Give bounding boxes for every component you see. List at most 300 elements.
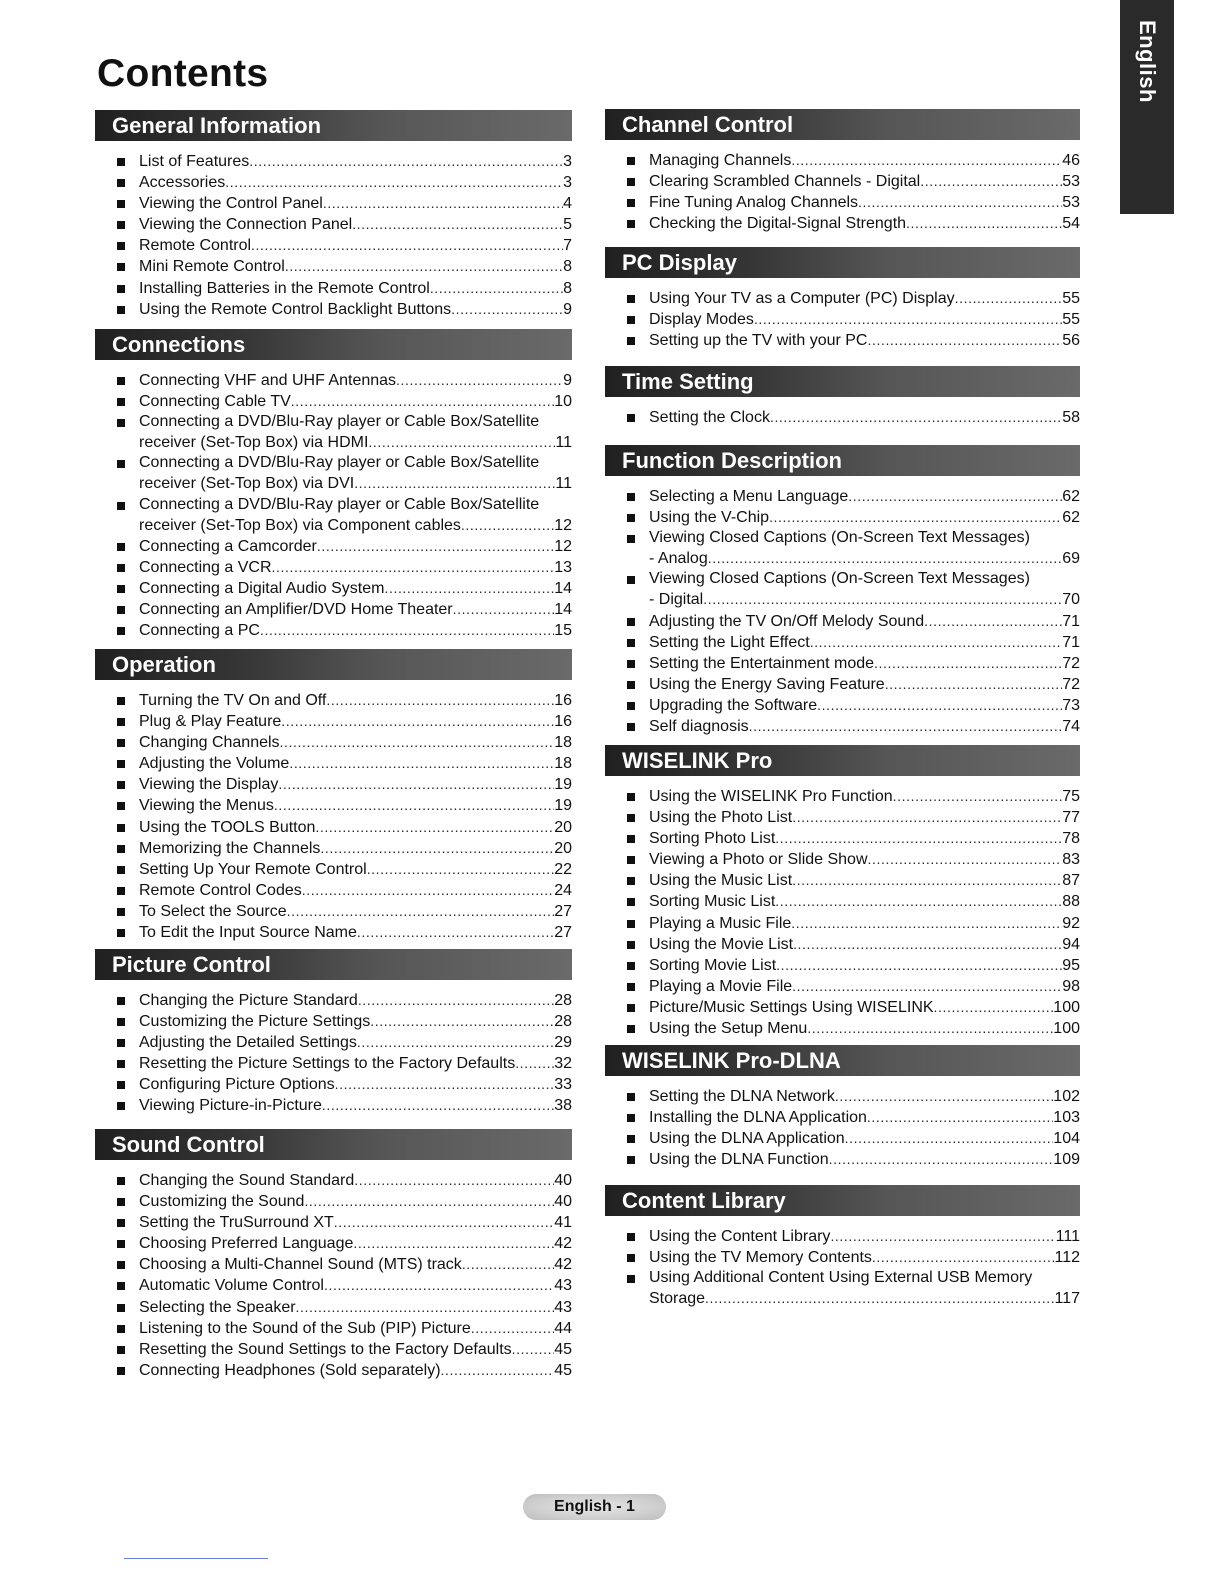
toc-entry-body	[139, 1339, 572, 1360]
toc-entry-line	[139, 1053, 572, 1074]
toc-entry[interactable]	[117, 753, 572, 774]
toc-entry-line	[139, 453, 572, 473]
toc-entry[interactable]	[117, 922, 572, 943]
toc-entry-line	[139, 1170, 572, 1191]
toc-entry-line	[649, 807, 1080, 828]
square-bullet-icon	[117, 1367, 125, 1375]
toc-entry[interactable]	[627, 288, 1080, 309]
toc-entry-line	[139, 774, 572, 795]
toc-entry-body	[649, 913, 1080, 934]
toc-entry-title: Viewing Closed Captions (On-Screen Text Messages)	[649, 529, 1030, 547]
dot-leader	[817, 695, 1062, 715]
dot-leader	[451, 299, 563, 319]
dot-leader	[317, 536, 554, 556]
section-channel-control	[605, 109, 1080, 234]
toc-page-number: 8	[563, 258, 572, 276]
dot-leader	[906, 213, 1062, 233]
toc-entry[interactable]	[117, 214, 572, 235]
toc-entry[interactable]	[627, 507, 1080, 528]
dot-leader	[287, 901, 555, 921]
toc-page-number: 104	[1053, 1130, 1080, 1148]
toc-entry-body	[139, 1011, 572, 1032]
toc-entry[interactable]	[627, 913, 1080, 934]
toc-entry[interactable]	[117, 795, 572, 816]
toc-entry-line	[649, 486, 1080, 507]
dot-leader	[281, 711, 554, 731]
toc-entry-line	[139, 690, 572, 711]
square-bullet-icon	[627, 199, 635, 207]
toc-entry[interactable]	[117, 1170, 572, 1191]
toc-entry-title: receiver (Set-Top Box) via Component cables	[139, 516, 461, 534]
toc-entry-line	[139, 515, 572, 536]
square-bullet-icon	[117, 887, 125, 895]
toc-entry-line	[649, 213, 1080, 234]
toc-entry-body	[139, 1297, 572, 1318]
square-bullet-icon	[117, 1261, 125, 1269]
toc-entry-line	[649, 653, 1080, 674]
toc-entry-body	[139, 278, 572, 299]
toc-entry[interactable]	[117, 620, 572, 641]
dot-leader	[775, 828, 1062, 848]
toc-entry[interactable]	[627, 716, 1080, 737]
toc-entry-line	[139, 1191, 572, 1212]
toc-entry[interactable]	[627, 997, 1080, 1018]
toc-entry-title: - Digital	[649, 591, 704, 609]
toc-entry-title: Using the Music List	[649, 872, 793, 890]
square-bullet-icon	[627, 220, 635, 228]
toc-entry[interactable]	[117, 817, 572, 838]
toc-entry-line	[139, 412, 572, 432]
toc-entry-body	[139, 256, 572, 277]
square-bullet-icon	[117, 802, 125, 810]
square-bullet-icon	[117, 1081, 125, 1089]
toc-entry-line	[139, 370, 572, 391]
toc-entry[interactable]	[627, 955, 1080, 976]
toc-entry-body	[649, 695, 1080, 716]
toc-entry-line	[649, 828, 1080, 849]
toc-entry[interactable]	[117, 370, 572, 391]
toc-entry-body	[139, 795, 572, 816]
toc-entry-title: Automatic Volume Control	[139, 1277, 324, 1295]
toc-entry-body	[139, 1095, 572, 1116]
toc-page-number: 12	[554, 537, 572, 555]
toc-entry-line	[139, 299, 572, 320]
toc-entry-body	[649, 891, 1080, 912]
toc-entry[interactable]	[627, 674, 1080, 695]
toc-page-number: 8	[563, 279, 572, 297]
toc-entry-line	[139, 432, 572, 453]
toc-entry[interactable]	[117, 1360, 572, 1381]
toc-entry-title: Connecting a DVD/Blu-Ray player or Cable Box/Satellite	[139, 454, 540, 472]
toc-page-number: 9	[563, 372, 572, 389]
toc-entry-title: Setting the Entertainment mode	[649, 654, 875, 672]
toc-entry-body	[649, 507, 1080, 528]
toc-entry[interactable]	[117, 1275, 572, 1296]
toc-entry[interactable]	[627, 695, 1080, 716]
toc-entry[interactable]	[627, 1226, 1080, 1247]
toc-entry[interactable]	[117, 732, 572, 753]
toc-entry-title: Using the Photo List	[649, 809, 793, 827]
dot-leader	[749, 716, 1063, 736]
toc-entry-body	[649, 849, 1080, 870]
toc-entry[interactable]	[117, 990, 572, 1011]
toc-page-number: 102	[1053, 1088, 1080, 1105]
toc-entry[interactable]	[117, 1191, 572, 1212]
toc-entry[interactable]	[117, 412, 572, 453]
square-bullet-icon	[117, 1102, 125, 1110]
toc-page-number: 18	[554, 755, 572, 773]
toc-entry[interactable]	[627, 976, 1080, 997]
toc-entry[interactable]	[117, 1297, 572, 1318]
square-bullet-icon	[117, 398, 125, 406]
toc-entry-line	[649, 695, 1080, 716]
toc-list	[95, 1170, 572, 1381]
page-title: Contents	[97, 52, 269, 95]
toc-entry-title: To Edit the Input Source Name	[139, 924, 357, 942]
dot-leader	[396, 370, 563, 390]
toc-entry-line	[139, 817, 572, 838]
toc-entry-title: Adjusting the Detailed Settings	[139, 1034, 357, 1052]
toc-entry-line	[139, 1254, 572, 1275]
toc-entry[interactable]	[117, 1032, 572, 1053]
toc-entry-title: Resetting the Sound Settings to the Factory Defaults	[139, 1340, 512, 1358]
toc-entry[interactable]	[627, 891, 1080, 912]
toc-entry-line	[649, 407, 1080, 428]
toc-entry[interactable]	[117, 193, 572, 214]
toc-entry-title: Installing Batteries in the Remote Control	[139, 279, 430, 297]
toc-entry-line	[649, 569, 1080, 589]
toc-entry[interactable]	[117, 557, 572, 578]
toc-entry[interactable]	[627, 611, 1080, 632]
dot-leader	[322, 1095, 554, 1115]
toc-entry[interactable]	[627, 1268, 1080, 1309]
toc-page-number: 56	[1062, 332, 1080, 350]
toc-entry[interactable]	[117, 578, 572, 599]
toc-entry-line	[139, 172, 572, 193]
dot-leader	[830, 1226, 1055, 1246]
toc-entry[interactable]	[117, 690, 572, 711]
toc-list	[95, 690, 572, 943]
toc-entry[interactable]	[627, 486, 1080, 507]
dot-leader	[708, 548, 1062, 568]
toc-entry-line	[139, 1074, 572, 1095]
toc-entry-body	[649, 407, 1080, 428]
dot-leader	[304, 1191, 554, 1211]
toc-entry-title: List of Features	[139, 153, 250, 170]
toc-entry[interactable]	[627, 1247, 1080, 1268]
toc-page-number: 33	[554, 1076, 572, 1094]
dot-leader	[358, 990, 554, 1010]
toc-entry-body	[139, 922, 572, 943]
toc-entry-body	[139, 1318, 572, 1339]
square-bullet-icon	[117, 502, 125, 510]
toc-entry-title: Customizing the Picture Settings	[139, 1013, 371, 1031]
toc-entry[interactable]	[117, 1339, 572, 1360]
toc-page-number: 20	[554, 818, 572, 836]
square-bullet-icon	[627, 1156, 635, 1164]
toc-page-number: 12	[554, 516, 572, 534]
toc-page-number: 72	[1062, 675, 1080, 693]
square-bullet-icon	[117, 1198, 125, 1206]
toc-entry[interactable]	[627, 807, 1080, 828]
toc-entry-title: Upgrading the Software	[649, 696, 818, 714]
section-header: General Information	[95, 110, 572, 141]
toc-page-number: 14	[554, 579, 572, 597]
toc-entry-title: Using the Setup Menu	[649, 1020, 808, 1038]
toc-entry-title: Connecting VHF and UHF Antennas	[139, 372, 397, 389]
toc-entry[interactable]	[117, 880, 572, 901]
toc-entry-line	[649, 1288, 1080, 1309]
dot-leader	[335, 1074, 555, 1094]
toc-entry[interactable]	[117, 1011, 572, 1032]
toc-entry[interactable]	[117, 299, 572, 320]
toc-page-number: 10	[554, 393, 572, 411]
dot-leader	[845, 1128, 1054, 1148]
toc-entry[interactable]	[117, 838, 572, 859]
toc-entry[interactable]	[117, 151, 572, 172]
dot-leader	[278, 774, 554, 794]
section-picture-control	[95, 949, 572, 1117]
toc-entry[interactable]	[117, 1212, 572, 1233]
toc-entry-line	[139, 473, 572, 494]
toc-entry[interactable]	[627, 330, 1080, 351]
toc-entry-body	[139, 453, 572, 494]
toc-page-number: 55	[1062, 311, 1080, 329]
dot-leader	[323, 193, 563, 213]
square-bullet-icon	[627, 493, 635, 501]
toc-entry-title: Plug & Play Feature	[139, 713, 282, 731]
toc-entry-title: Using the Energy Saving Feature	[649, 675, 885, 693]
toc-entry-line	[139, 901, 572, 922]
toc-page-number: 109	[1053, 1151, 1080, 1169]
toc-entry-title: Mini Remote Control	[139, 258, 285, 276]
toc-entry[interactable]	[117, 774, 572, 795]
toc-entry-title: Remote Control Codes	[139, 881, 302, 899]
toc-entry-line	[139, 711, 572, 732]
toc-entry-line	[649, 507, 1080, 528]
toc-entry[interactable]	[627, 407, 1080, 428]
toc-entry[interactable]	[627, 1107, 1080, 1128]
toc-entry[interactable]	[117, 711, 572, 732]
toc-entry-line	[649, 1107, 1080, 1128]
toc-entry-title: Connecting an Amplifier/DVD Home Theater	[139, 601, 453, 619]
square-bullet-icon	[627, 1254, 635, 1262]
toc-page-number: 4	[563, 195, 572, 213]
toc-entry-title: - Analog	[649, 550, 708, 568]
toc-entry[interactable]	[627, 1086, 1080, 1107]
dot-leader	[872, 1247, 1055, 1267]
toc-entry-line	[649, 589, 1080, 610]
toc-entry-title: Connecting a VCR	[139, 558, 272, 576]
toc-entry[interactable]	[627, 171, 1080, 192]
toc-entry-title: Sorting Movie List	[649, 956, 777, 974]
toc-entry[interactable]	[117, 1095, 572, 1116]
toc-entry-title: receiver (Set-Top Box) via DVI	[139, 475, 355, 493]
square-bullet-icon	[117, 285, 125, 293]
toc-entry-line	[139, 990, 572, 1011]
toc-page-number: 53	[1062, 173, 1080, 191]
square-bullet-icon	[627, 920, 635, 928]
toc-entry[interactable]	[117, 391, 572, 412]
toc-entry[interactable]	[117, 278, 572, 299]
toc-entry-title: Listening to the Sound of the Sub (PIP) Picture	[139, 1319, 471, 1337]
toc-entry-body	[139, 1254, 572, 1275]
toc-page-number: 27	[554, 902, 572, 920]
square-bullet-icon	[117, 419, 125, 427]
square-bullet-icon	[627, 1114, 635, 1122]
toc-entry-line	[139, 1318, 572, 1339]
toc-entry-line	[649, 1086, 1080, 1107]
toc-entry[interactable]	[627, 192, 1080, 213]
toc-entry[interactable]	[627, 1128, 1080, 1149]
dot-leader	[791, 150, 1062, 170]
toc-page-number: 112	[1054, 1249, 1080, 1267]
section-header: WISELINK Pro-DLNA	[605, 1045, 1080, 1076]
toc-entry-line	[139, 1011, 572, 1032]
toc-entry[interactable]	[627, 569, 1080, 610]
toc-entry[interactable]	[627, 1018, 1080, 1039]
section-header: Function Description	[605, 445, 1080, 476]
toc-entry-body	[139, 214, 572, 235]
toc-entry-line	[649, 632, 1080, 653]
toc-page-number: 95	[1062, 956, 1080, 974]
section-header: Channel Control	[605, 109, 1080, 140]
square-bullet-icon	[627, 1135, 635, 1143]
toc-entry-title: Adjusting the Volume	[139, 755, 290, 773]
toc-entry-line	[649, 1226, 1080, 1247]
section-header: PC Display	[605, 247, 1080, 278]
square-bullet-icon	[117, 739, 125, 747]
toc-entry-body	[139, 599, 572, 620]
toc-entry[interactable]	[117, 1318, 572, 1339]
toc-entry-line	[139, 732, 572, 753]
dot-leader	[893, 786, 1063, 806]
square-bullet-icon	[627, 514, 635, 522]
square-bullet-icon	[627, 983, 635, 991]
toc-entry-body	[649, 569, 1080, 610]
toc-page-number: 46	[1062, 152, 1080, 169]
toc-entry[interactable]	[117, 1053, 572, 1074]
toc-entry-title: Clearing Scrambled Channels - Digital	[649, 173, 921, 191]
toc-entry-line	[649, 1128, 1080, 1149]
toc-entry[interactable]	[117, 901, 572, 922]
toc-entry-line	[649, 330, 1080, 351]
dot-leader	[430, 278, 563, 298]
dot-leader	[302, 880, 554, 900]
toc-entry-body	[139, 412, 572, 453]
toc-page-number: 18	[554, 734, 572, 752]
toc-entry[interactable]	[117, 1233, 572, 1254]
toc-entry-body	[139, 578, 572, 599]
toc-entry[interactable]	[117, 859, 572, 880]
toc-entry-title: Viewing the Connection Panel	[139, 216, 353, 234]
toc-entry-body	[649, 955, 1080, 976]
toc-entry[interactable]	[117, 1254, 572, 1275]
toc-entry[interactable]	[627, 213, 1080, 234]
toc-entry[interactable]	[117, 599, 572, 620]
toc-entry-body	[139, 817, 572, 838]
toc-entry[interactable]	[627, 632, 1080, 653]
toc-entry[interactable]	[117, 1074, 572, 1095]
toc-entry-title: Connecting a Digital Audio System	[139, 579, 385, 597]
dot-leader	[370, 1011, 554, 1031]
toc-entry-title: Memorizing the Channels	[139, 839, 321, 857]
toc-entry[interactable]	[627, 309, 1080, 330]
toc-entry[interactable]	[627, 849, 1080, 870]
toc-page-number: 71	[1062, 633, 1080, 651]
dot-leader	[924, 611, 1062, 631]
toc-entry-line	[139, 1339, 572, 1360]
dot-leader	[352, 214, 563, 234]
toc-entry[interactable]	[627, 786, 1080, 807]
square-bullet-icon	[117, 718, 125, 726]
toc-page-number: 94	[1062, 935, 1080, 953]
toc-entry-body	[139, 753, 572, 774]
toc-page-number: 38	[554, 1097, 572, 1115]
dot-leader	[274, 795, 554, 815]
toc-entry[interactable]	[117, 453, 572, 494]
toc-entry[interactable]	[117, 172, 572, 193]
toc-entry[interactable]	[117, 495, 572, 536]
dot-leader	[705, 1288, 1054, 1308]
toc-page-number: 40	[554, 1193, 572, 1211]
toc-page-number: 7	[563, 237, 572, 255]
toc-entry-body	[649, 171, 1080, 192]
toc-entry[interactable]	[627, 828, 1080, 849]
toc-entry[interactable]	[117, 235, 572, 256]
page-number-badge: English - 1	[523, 1494, 666, 1520]
toc-entry-title: Viewing Closed Captions (On-Screen Text Messages)	[649, 570, 1030, 588]
dot-leader	[225, 172, 563, 192]
toc-entry-body	[649, 786, 1080, 807]
toc-list	[605, 150, 1080, 234]
toc-entry-title: Using the TOOLS Button	[139, 818, 316, 836]
toc-entry-line	[649, 913, 1080, 934]
toc-entry-body	[649, 1018, 1080, 1039]
square-bullet-icon	[117, 200, 125, 208]
toc-page-number: 5	[563, 216, 572, 234]
toc-entry-body	[649, 213, 1080, 234]
toc-page-number: 19	[554, 776, 572, 794]
footer-rule	[124, 1558, 268, 1559]
toc-entry[interactable]	[117, 536, 572, 557]
toc-page-number: 14	[554, 601, 572, 619]
toc-entry-title: Display Modes	[649, 311, 754, 329]
toc-entry-title: Using the V-Chip	[649, 509, 770, 527]
dot-leader	[291, 391, 554, 411]
toc-entry-title: Connecting a DVD/Blu-Ray player or Cable Box/Satellite	[139, 413, 540, 431]
dot-leader	[285, 256, 563, 276]
square-bullet-icon	[117, 627, 125, 635]
toc-entry[interactable]	[627, 870, 1080, 891]
section-header: Picture Control	[95, 949, 572, 980]
dot-leader	[249, 151, 563, 171]
toc-entry[interactable]	[627, 653, 1080, 674]
toc-entry-title: Connecting a DVD/Blu-Ray player or Cable Box/Satellite	[139, 495, 540, 513]
toc-entry[interactable]	[627, 528, 1080, 569]
toc-entry[interactable]	[627, 934, 1080, 955]
toc-list	[95, 370, 572, 641]
toc-entry[interactable]	[627, 1149, 1080, 1170]
toc-entry-line	[139, 1275, 572, 1296]
toc-entry[interactable]	[627, 150, 1080, 171]
toc-entry[interactable]	[117, 256, 572, 277]
dot-leader	[793, 934, 1062, 954]
square-bullet-icon	[117, 1039, 125, 1047]
toc-page-number: 69	[1062, 550, 1080, 568]
square-bullet-icon	[627, 1025, 635, 1033]
toc-entry-body	[139, 1212, 572, 1233]
